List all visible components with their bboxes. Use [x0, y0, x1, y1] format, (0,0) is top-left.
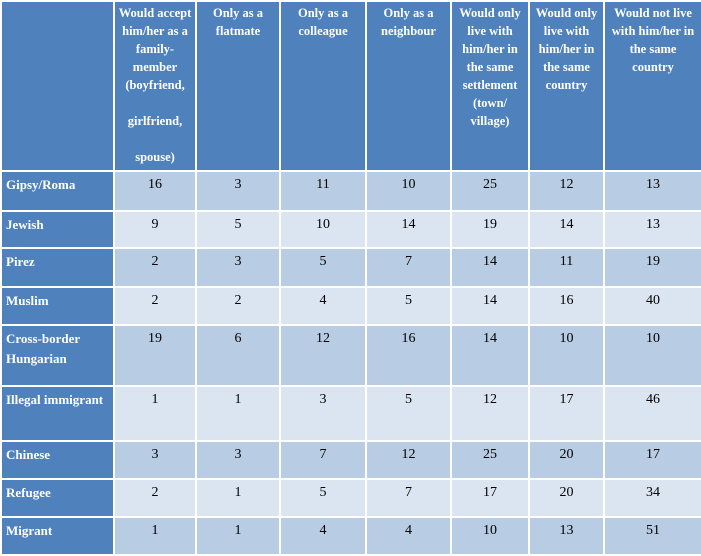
row-label: Migrant [1, 517, 114, 555]
table-cell: 19 [451, 211, 529, 248]
table-cell: 14 [451, 248, 529, 286]
table-cell: 7 [366, 479, 451, 517]
table-cell: 1 [196, 479, 280, 517]
table-cell: 16 [114, 171, 196, 211]
table-row [1, 287, 701, 325]
table-cell: 16 [366, 325, 451, 386]
table-row [1, 441, 701, 478]
table-cell: 17 [604, 441, 701, 478]
row-label: Cross-border Hungarian [1, 325, 114, 386]
table-row [1, 517, 701, 555]
table-cell: 2 [196, 287, 280, 325]
table-cell: 5 [280, 248, 366, 286]
table-cell: 5 [366, 386, 451, 441]
table-cell: 12 [280, 325, 366, 386]
table-cell: 1 [114, 517, 196, 555]
row-label: Muslim [1, 287, 114, 325]
table-cell: 5 [366, 287, 451, 325]
table-cell: 1 [196, 517, 280, 555]
table-cell: 25 [451, 171, 529, 211]
table-cell: 1 [114, 386, 196, 441]
table-cell: 13 [604, 171, 701, 211]
table-cell: 46 [604, 386, 701, 441]
table-cell: 2 [114, 479, 196, 517]
row-label: Pirez [1, 248, 114, 286]
row-label: Illegal immigrant [1, 386, 114, 441]
header-colleague: Only as a colleague [280, 1, 366, 171]
table-cell: 25 [451, 441, 529, 478]
table-cell: 13 [604, 211, 701, 248]
header-family-member-line-1: Would accept him/her as a family-member (boyfriend, [118, 6, 192, 92]
table-cell: 2 [114, 287, 196, 325]
table-cell: 5 [280, 479, 366, 517]
header-not-same-country: Would not live with him/her in the same country [604, 1, 701, 171]
table-cell: 3 [280, 386, 366, 441]
table-cell: 1 [196, 386, 280, 441]
table-cell: 14 [529, 211, 604, 248]
table-cell: 14 [366, 211, 451, 248]
row-label: Jewish [1, 211, 114, 248]
table-row [1, 479, 701, 517]
table-cell: 3 [114, 441, 196, 478]
table-cell: 12 [366, 441, 451, 478]
table-row [1, 325, 701, 386]
table-cell: 14 [451, 287, 529, 325]
header-same-settlement: Would only live with him/her in the same settlement (town/ village) [451, 1, 529, 171]
table-cell: 17 [451, 479, 529, 517]
table-cell: 20 [529, 441, 604, 478]
table-cell: 11 [280, 171, 366, 211]
table-cell: 17 [529, 386, 604, 441]
table-cell: 2 [114, 248, 196, 286]
table-cell: 13 [529, 517, 604, 555]
table-cell: 7 [366, 248, 451, 286]
header-family-member-line-3: spouse) [135, 150, 175, 164]
table-cell: 7 [280, 441, 366, 478]
table-cell: 5 [196, 211, 280, 248]
table-cell: 51 [604, 517, 701, 555]
table-row [1, 211, 701, 248]
table-cell: 20 [529, 479, 604, 517]
header-family-member [114, 1, 196, 171]
header-corner-cell [1, 1, 114, 171]
table-cell: 4 [366, 517, 451, 555]
table-cell: 34 [604, 479, 701, 517]
header-family-member-line-2: girlfriend, [127, 114, 183, 128]
row-label: Gipsy/Roma [1, 171, 114, 211]
row-label: Refugee [1, 479, 114, 517]
table-cell: 12 [529, 171, 604, 211]
table-cell: 6 [196, 325, 280, 386]
table-cell: 10 [366, 171, 451, 211]
header-flatmate: Only as a flatmate [196, 1, 280, 171]
table-cell: 19 [604, 248, 701, 286]
table-cell: 3 [196, 171, 280, 211]
table-cell: 3 [196, 248, 280, 286]
table-cell: 19 [114, 325, 196, 386]
table-cell: 10 [604, 325, 701, 386]
table-row [1, 248, 701, 286]
row-label: Chinese [1, 441, 114, 478]
table-cell: 3 [196, 441, 280, 478]
table-cell: 16 [529, 287, 604, 325]
table-cell: 4 [280, 287, 366, 325]
table-cell: 4 [280, 517, 366, 555]
table-row [1, 171, 701, 211]
header-same-country: Would only live with him/her in the same country [529, 1, 604, 171]
header-row [1, 1, 701, 171]
table-cell: 10 [451, 517, 529, 555]
table-cell: 12 [451, 386, 529, 441]
header-neighbour: Only as a neighbour [366, 1, 451, 171]
table-cell: 40 [604, 287, 701, 325]
table-cell: 11 [529, 248, 604, 286]
table-cell: 10 [529, 325, 604, 386]
table-row [1, 386, 701, 441]
table-cell: 9 [114, 211, 196, 248]
table-cell: 14 [451, 325, 529, 386]
table-cell: 10 [280, 211, 366, 248]
